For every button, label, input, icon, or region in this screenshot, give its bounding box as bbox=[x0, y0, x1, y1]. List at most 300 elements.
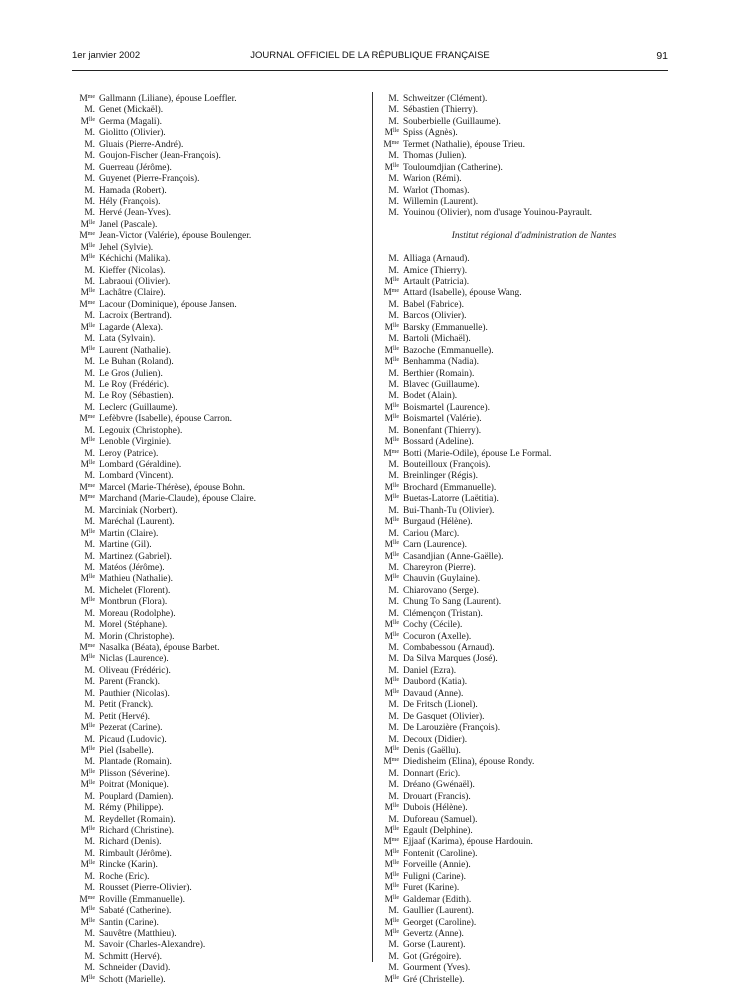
list-item bbox=[382, 597, 672, 608]
list-item bbox=[78, 277, 364, 288]
person-name: Youinou (Olivier), nom d'usage Youinou-Payrault. bbox=[403, 208, 593, 219]
list-item bbox=[382, 792, 672, 803]
person-name: Maréchal (Laurent). bbox=[99, 517, 175, 528]
list-item bbox=[78, 105, 364, 116]
civil-title: M. bbox=[388, 334, 399, 345]
civil-title: $M^{me}$ bbox=[79, 414, 95, 425]
list-item bbox=[78, 735, 364, 746]
civil-title: M. bbox=[84, 517, 95, 528]
civil-title: $M^{me}$ bbox=[79, 94, 95, 104]
civil-title: M. bbox=[388, 116, 399, 127]
person-name: Michelet (Florent). bbox=[99, 585, 171, 596]
civil-title: $M^{lle}$ bbox=[80, 597, 95, 608]
person-name: Giolitto (Olivier). bbox=[99, 128, 166, 139]
civil-title: M. bbox=[84, 471, 95, 482]
list-item bbox=[78, 208, 364, 219]
list-item bbox=[382, 494, 672, 505]
list-item bbox=[382, 151, 672, 162]
person-name: Lachâtre (Claire). bbox=[99, 288, 166, 299]
civil-title: $M^{lle}$ bbox=[80, 768, 95, 779]
list-item bbox=[78, 895, 364, 906]
person-name: Souberbielle (Guillaume). bbox=[403, 116, 501, 127]
person-name: Barsky (Emmanuelle). bbox=[403, 322, 488, 333]
list-item bbox=[78, 380, 364, 391]
list-item bbox=[78, 906, 364, 917]
journal-title: JOURNAL OFFICIEL DE LA RÉPUBLIQUE FRANÇAISE bbox=[250, 50, 490, 61]
person-name: Rincke (Karin). bbox=[99, 860, 158, 871]
list-item bbox=[382, 849, 672, 860]
list-item bbox=[382, 620, 672, 631]
list-item bbox=[382, 163, 672, 174]
person-name: Warlot (Thomas). bbox=[403, 185, 470, 196]
person-name: Diedisheim (Elina), épouse Rondy. bbox=[403, 757, 535, 768]
list-item bbox=[382, 311, 672, 322]
civil-title: M. bbox=[388, 700, 399, 711]
list-item bbox=[78, 311, 364, 322]
list-item bbox=[78, 952, 364, 963]
civil-title: M. bbox=[388, 391, 399, 402]
civil-title: M. bbox=[84, 174, 95, 185]
list-item bbox=[78, 597, 364, 608]
person-name: Daubord (Katia). bbox=[403, 677, 468, 688]
civil-title: M. bbox=[388, 906, 399, 917]
person-name: Hervé (Jean-Yves). bbox=[99, 208, 171, 219]
civil-title: M. bbox=[84, 505, 95, 516]
person-name: Pauthier (Nicolas). bbox=[99, 688, 170, 699]
spacer bbox=[382, 243, 672, 254]
civil-title: M. bbox=[84, 665, 95, 676]
person-name: Rémy (Philippe). bbox=[99, 803, 164, 814]
list-item bbox=[382, 563, 672, 574]
list-item bbox=[78, 643, 364, 654]
person-name: Furet (Karine). bbox=[403, 883, 460, 894]
list-item bbox=[78, 746, 364, 757]
civil-title: $M^{lle}$ bbox=[80, 254, 95, 265]
list-item bbox=[78, 494, 364, 505]
list-item bbox=[382, 277, 672, 288]
civil-title: M. bbox=[84, 883, 95, 894]
list-item bbox=[382, 105, 672, 116]
civil-title: $M^{me}$ bbox=[79, 643, 95, 653]
person-name: Laurent (Nathalie). bbox=[99, 345, 171, 356]
person-name: Morin (Christophe). bbox=[99, 631, 175, 642]
civil-title: M. bbox=[84, 608, 95, 619]
list-item bbox=[78, 334, 364, 345]
civil-title: M. bbox=[84, 711, 95, 722]
list-item bbox=[382, 369, 672, 380]
list-item bbox=[78, 929, 364, 940]
civil-title: M. bbox=[388, 951, 399, 962]
civil-title: $M^{me}$ bbox=[383, 837, 399, 848]
list-item bbox=[382, 529, 672, 540]
civil-title: M. bbox=[84, 265, 95, 276]
person-name: Combabessou (Arnaud). bbox=[403, 643, 495, 653]
person-name: Plantade (Romain). bbox=[99, 757, 172, 768]
list-item bbox=[382, 952, 672, 963]
civil-title: M. bbox=[388, 151, 399, 162]
list-item bbox=[78, 391, 364, 402]
list-item bbox=[382, 449, 672, 460]
civil-title: $M^{lle}$ bbox=[384, 574, 399, 585]
civil-title: M. bbox=[84, 963, 95, 974]
person-name: Willemin (Laurent). bbox=[403, 196, 479, 207]
person-name: Marciniak (Norbert). bbox=[99, 505, 178, 516]
civil-title: $M^{lle}$ bbox=[80, 460, 95, 470]
person-name: Dréano (Gwénaël). bbox=[403, 780, 475, 791]
civil-title: M. bbox=[388, 425, 399, 436]
person-name: Rousset (Pierre-Olivier). bbox=[99, 883, 192, 894]
civil-title: M. bbox=[84, 540, 95, 551]
list-item bbox=[78, 826, 364, 837]
list-item bbox=[78, 197, 364, 208]
civil-title: $M^{lle}$ bbox=[80, 219, 95, 230]
person-name: Hély (François). bbox=[99, 196, 161, 207]
civil-title: M. bbox=[84, 940, 95, 951]
list-item bbox=[78, 174, 364, 185]
person-name: Benhamma (Nadia). bbox=[403, 357, 480, 368]
person-name: Moreau (Rodolphe). bbox=[99, 608, 176, 619]
list-item bbox=[382, 208, 672, 219]
civil-title: M. bbox=[84, 562, 95, 573]
person-name: Guerreau (Jérôme). bbox=[99, 162, 172, 173]
list-item bbox=[382, 197, 672, 208]
person-name: Pezerat (Carine). bbox=[99, 723, 163, 734]
person-name: Boismartel (Valérie). bbox=[403, 414, 482, 425]
person-name: Clémençon (Tristan). bbox=[403, 608, 483, 619]
person-name: Lefèbvre (Isabelle), épouse Carron. bbox=[99, 414, 233, 425]
civil-title: M. bbox=[84, 128, 95, 139]
list-item bbox=[382, 666, 672, 677]
person-name: Richard (Christine). bbox=[99, 826, 174, 836]
civil-title: M. bbox=[84, 585, 95, 596]
civil-title: M. bbox=[388, 105, 399, 116]
list-item bbox=[78, 918, 364, 929]
person-name: Warion (Rémi). bbox=[403, 174, 462, 185]
civil-title: $M^{lle}$ bbox=[80, 242, 95, 253]
person-name: Dubois (Hélène). bbox=[403, 803, 468, 814]
person-name: Savoir (Charles-Alexandre). bbox=[99, 940, 206, 951]
list-item bbox=[382, 254, 672, 265]
list-item bbox=[78, 300, 364, 311]
civil-title: M. bbox=[388, 780, 399, 791]
civil-title: M. bbox=[388, 791, 399, 802]
list-item bbox=[382, 426, 672, 437]
person-name: Forveille (Annie). bbox=[403, 860, 471, 871]
list-item bbox=[382, 186, 672, 197]
civil-title: M. bbox=[388, 379, 399, 390]
list-item bbox=[382, 918, 672, 929]
person-name: Reydellet (Romain). bbox=[99, 814, 176, 825]
list-item bbox=[78, 151, 364, 162]
civil-title: M. bbox=[388, 185, 399, 196]
person-name: Parent (Franck). bbox=[99, 677, 160, 688]
list-item bbox=[382, 117, 672, 128]
civil-title: $M^{lle}$ bbox=[80, 906, 95, 917]
person-name: Rimbault (Jérôme). bbox=[99, 848, 172, 859]
person-name: Janel (Pascale). bbox=[99, 219, 158, 230]
civil-title: $M^{me}$ bbox=[383, 139, 399, 150]
page-header bbox=[72, 50, 668, 66]
civil-title: M. bbox=[84, 631, 95, 642]
civil-title: M. bbox=[84, 951, 95, 962]
list-item bbox=[382, 654, 672, 665]
list-item bbox=[78, 552, 364, 563]
person-name: Hamada (Robert). bbox=[99, 185, 167, 196]
list-item bbox=[78, 815, 364, 826]
list-item bbox=[382, 700, 672, 711]
civil-title: M. bbox=[84, 791, 95, 802]
list-item bbox=[78, 460, 364, 471]
civil-title: $M^{lle}$ bbox=[384, 414, 399, 425]
civil-title: M. bbox=[388, 585, 399, 596]
person-name: Jean-Victor (Valérie), épouse Boulenger. bbox=[99, 231, 252, 242]
civil-title: $M^{lle}$ bbox=[384, 345, 399, 356]
civil-title: $M^{lle}$ bbox=[384, 517, 399, 528]
civil-title: $M^{lle}$ bbox=[80, 528, 95, 539]
list-item bbox=[78, 837, 364, 848]
person-name: Bazoche (Emmanuelle). bbox=[403, 345, 494, 356]
civil-title: $M^{lle}$ bbox=[80, 723, 95, 734]
civil-title: M. bbox=[84, 402, 95, 413]
civil-title: $M^{lle}$ bbox=[384, 928, 399, 939]
list-item bbox=[78, 654, 364, 665]
civil-title: M. bbox=[388, 265, 399, 276]
list-item bbox=[382, 609, 672, 620]
person-name: Casandjian (Anne-Gaëlle). bbox=[403, 551, 504, 562]
person-name: Santin (Carine). bbox=[99, 917, 159, 928]
list-item bbox=[382, 288, 672, 299]
person-name: Got (Grégoire). bbox=[403, 951, 462, 962]
person-name: Labraoui (Olivier). bbox=[99, 277, 171, 287]
civil-title: M. bbox=[388, 528, 399, 539]
civil-title: $M^{lle}$ bbox=[80, 288, 95, 299]
list-item bbox=[382, 391, 672, 402]
list-item bbox=[382, 746, 672, 757]
list-item bbox=[382, 574, 672, 585]
civil-title: M. bbox=[84, 368, 95, 379]
civil-title: $M^{lle}$ bbox=[384, 540, 399, 551]
civil-title: $M^{lle}$ bbox=[384, 883, 399, 894]
person-name: Bartoli (Michaël). bbox=[403, 334, 471, 345]
person-name: Fontenit (Caroline). bbox=[403, 848, 478, 859]
civil-title: $M^{lle}$ bbox=[384, 128, 399, 139]
civil-title: $M^{lle}$ bbox=[80, 826, 95, 836]
list-item bbox=[382, 963, 672, 974]
person-name: Marchand (Marie-Claude), épouse Claire. bbox=[99, 494, 256, 505]
civil-title: $M^{lle}$ bbox=[384, 162, 399, 173]
civil-title: M. bbox=[388, 665, 399, 676]
person-name: Oliveau (Frédéric). bbox=[99, 665, 171, 676]
issue-date: 1er janvier 2002 bbox=[72, 50, 141, 61]
person-name: Botti (Marie-Odile), épouse Le Formal. bbox=[403, 448, 552, 459]
list-item bbox=[382, 94, 672, 105]
civil-title: $M^{lle}$ bbox=[384, 620, 399, 631]
civil-title: M. bbox=[84, 357, 95, 368]
person-name: Da Silva Marques (José). bbox=[403, 654, 498, 665]
list-item bbox=[382, 437, 672, 448]
person-name: Lagarde (Alexa). bbox=[99, 322, 164, 333]
civil-title: M. bbox=[84, 928, 95, 939]
list-item bbox=[382, 506, 672, 517]
civil-title: $M^{lle}$ bbox=[384, 871, 399, 882]
person-name: Barcos (Olivier). bbox=[403, 311, 467, 322]
person-name: Schott (Marielle). bbox=[99, 974, 166, 985]
list-item bbox=[78, 975, 364, 986]
list-item bbox=[78, 620, 364, 631]
person-name: Legouix (Christophe). bbox=[99, 425, 183, 436]
list-item bbox=[382, 140, 672, 151]
list-item bbox=[78, 220, 364, 231]
civil-title: $M^{lle}$ bbox=[80, 574, 95, 585]
list-item bbox=[382, 517, 672, 528]
person-name: Matéos (Jérôme). bbox=[99, 562, 165, 573]
list-item bbox=[382, 826, 672, 837]
list-item bbox=[382, 174, 672, 185]
person-name: Sabaté (Catherine). bbox=[99, 906, 172, 917]
list-item bbox=[78, 689, 364, 700]
list-item bbox=[382, 403, 672, 414]
list-item bbox=[382, 552, 672, 563]
list-item bbox=[382, 677, 672, 688]
civil-title: $M^{lle}$ bbox=[384, 277, 399, 287]
civil-title: M. bbox=[84, 334, 95, 345]
list-item bbox=[382, 586, 672, 597]
person-name: Cocuron (Axelle). bbox=[403, 631, 472, 642]
civil-title: $M^{lle}$ bbox=[80, 860, 95, 871]
list-item bbox=[78, 403, 364, 414]
person-name: Daniel (Ezra). bbox=[403, 665, 457, 676]
civil-title: M. bbox=[84, 620, 95, 631]
civil-title: M. bbox=[388, 311, 399, 322]
civil-title: $M^{lle}$ bbox=[80, 654, 95, 665]
civil-title: M. bbox=[388, 711, 399, 722]
list-item bbox=[78, 426, 364, 437]
person-name: Thomas (Julien). bbox=[403, 151, 467, 162]
person-name: De Larouzière (François). bbox=[403, 723, 501, 734]
person-name: Jehel (Sylvie). bbox=[99, 242, 154, 253]
person-name: Spiss (Agnès). bbox=[403, 128, 458, 139]
civil-title: M. bbox=[388, 814, 399, 825]
civil-title: M. bbox=[84, 757, 95, 768]
civil-title: M. bbox=[388, 174, 399, 185]
person-name: Nasalka (Béata), épouse Barbet. bbox=[99, 643, 220, 653]
list-item bbox=[78, 437, 364, 448]
civil-title: $M^{lle}$ bbox=[80, 345, 95, 356]
list-item bbox=[382, 872, 672, 883]
person-name: Fuligni (Carine). bbox=[403, 871, 467, 882]
civil-title: M. bbox=[388, 654, 399, 665]
person-name: Le Roy (Sébastien). bbox=[99, 391, 174, 402]
person-name: Piel (Isabelle). bbox=[99, 745, 154, 756]
list-item bbox=[78, 517, 364, 528]
list-item bbox=[78, 529, 364, 540]
person-name: Georget (Caroline). bbox=[403, 917, 477, 928]
civil-title: M. bbox=[84, 162, 95, 173]
list-item bbox=[78, 94, 364, 105]
civil-title: $M^{lle}$ bbox=[384, 631, 399, 642]
person-name: Amice (Thierry). bbox=[403, 265, 468, 276]
list-item bbox=[78, 963, 364, 974]
person-name: Touloumdjian (Catherine). bbox=[403, 162, 503, 173]
person-name: Plisson (Séverine). bbox=[99, 768, 170, 779]
person-name: Kéchichi (Malika). bbox=[99, 254, 171, 265]
person-name: Mathieu (Nathalie). bbox=[99, 574, 173, 585]
list-item bbox=[78, 940, 364, 951]
list-item bbox=[382, 906, 672, 917]
person-name: Babel (Fabrice). bbox=[403, 299, 464, 310]
list-item bbox=[78, 883, 364, 894]
civil-title: M. bbox=[388, 94, 399, 104]
civil-title: M. bbox=[84, 425, 95, 436]
list-item bbox=[78, 449, 364, 460]
person-name: Donnart (Eric). bbox=[403, 768, 461, 779]
list-item bbox=[382, 323, 672, 334]
person-name: Attard (Isabelle), épouse Wang. bbox=[403, 288, 522, 299]
list-item bbox=[78, 266, 364, 277]
list-item bbox=[78, 872, 364, 883]
civil-title: $M^{lle}$ bbox=[80, 745, 95, 756]
civil-title: $M^{lle}$ bbox=[384, 894, 399, 905]
person-name: Brochard (Emmanuelle). bbox=[403, 482, 497, 493]
list-item bbox=[78, 186, 364, 197]
person-name: Schweitzer (Clément). bbox=[403, 94, 488, 104]
civil-title: M. bbox=[388, 597, 399, 608]
list-item bbox=[78, 243, 364, 254]
civil-title: M. bbox=[388, 940, 399, 951]
list-item bbox=[78, 574, 364, 585]
list-item bbox=[78, 700, 364, 711]
civil-title: $M^{lle}$ bbox=[384, 322, 399, 333]
person-name: Gevertz (Anne). bbox=[403, 928, 464, 939]
person-name: Lombard (Géraldine). bbox=[99, 460, 182, 470]
person-name: Lata (Sylvain). bbox=[99, 334, 156, 345]
civil-title: $M^{me}$ bbox=[79, 894, 95, 905]
person-name: Richard (Denis). bbox=[99, 837, 162, 848]
civil-title: $M^{me}$ bbox=[383, 288, 399, 299]
civil-title: M. bbox=[388, 368, 399, 379]
person-name: Poitrat (Monique). bbox=[99, 780, 169, 791]
civil-title: M. bbox=[388, 963, 399, 974]
person-name: Ejjaaf (Karima), épouse Hardouin. bbox=[403, 837, 533, 848]
list-item bbox=[78, 483, 364, 494]
list-item bbox=[78, 860, 364, 871]
person-name: Sébastien (Thierry). bbox=[403, 105, 478, 116]
civil-title: $M^{lle}$ bbox=[384, 357, 399, 368]
person-name: Martinez (Gabriel). bbox=[99, 551, 172, 562]
civil-title: M. bbox=[388, 643, 399, 653]
person-name: Marcel (Marie-Thérèse), épouse Bohn. bbox=[99, 482, 246, 493]
list-item bbox=[78, 323, 364, 334]
list-item bbox=[78, 471, 364, 482]
person-name: Montbrun (Flora). bbox=[99, 597, 168, 608]
civil-title: $M^{lle}$ bbox=[80, 780, 95, 791]
list-item bbox=[382, 632, 672, 643]
civil-title: M. bbox=[388, 460, 399, 470]
civil-title: M. bbox=[388, 734, 399, 745]
person-name: Termet (Nathalie), épouse Trieu. bbox=[403, 139, 525, 150]
list-item bbox=[382, 357, 672, 368]
civil-title: $M^{lle}$ bbox=[384, 745, 399, 756]
civil-title: $M^{me}$ bbox=[79, 231, 95, 242]
person-name: Leroy (Patrice). bbox=[99, 448, 159, 459]
list-item bbox=[382, 540, 672, 551]
person-name: Bonenfant (Thierry). bbox=[403, 425, 482, 436]
person-name: Lacour (Dominique), épouse Jansen. bbox=[99, 299, 237, 310]
person-name: Roche (Eric). bbox=[99, 871, 150, 882]
person-name: Petit (Hervé). bbox=[99, 711, 151, 722]
list-item bbox=[382, 735, 672, 746]
civil-title: $M^{me}$ bbox=[383, 757, 399, 768]
